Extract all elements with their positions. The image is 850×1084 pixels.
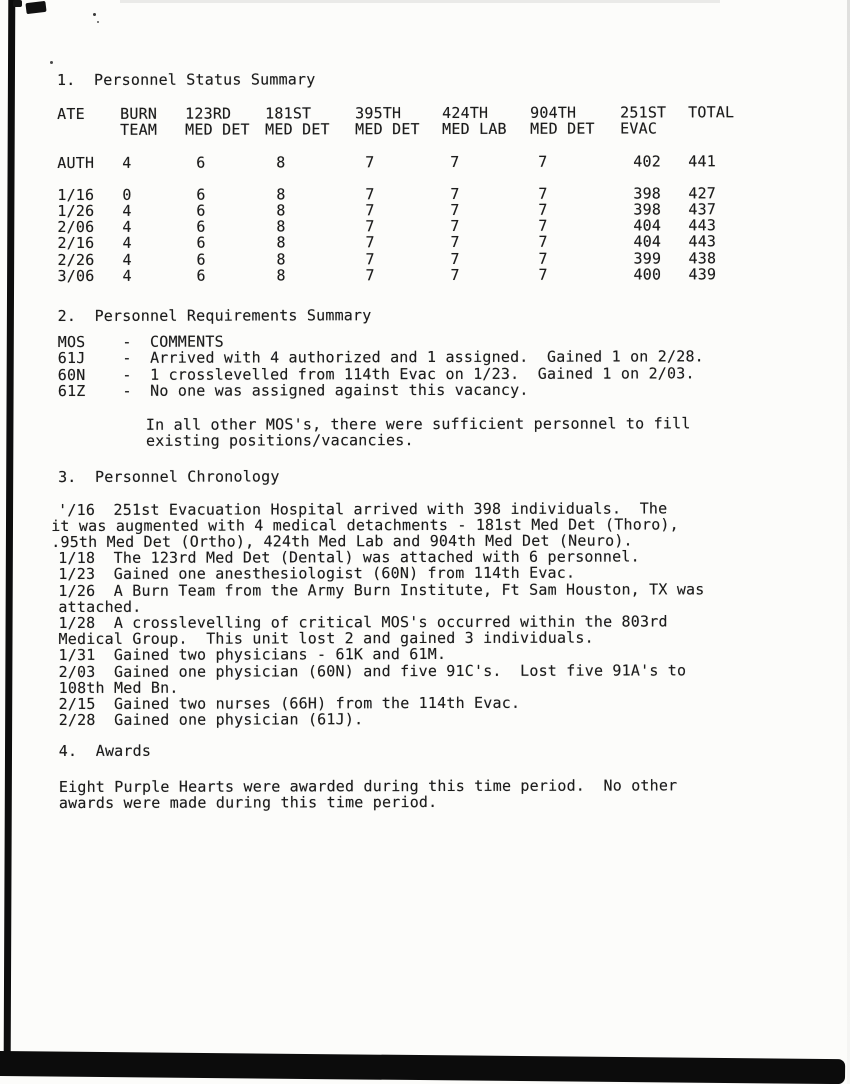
chronology-line: Medical Group. This unit lost 2 and gained 3 individuals. xyxy=(58,628,594,649)
table-cell: 8 xyxy=(276,233,286,252)
table-cell: 7 xyxy=(450,200,460,219)
column-header xyxy=(688,121,747,137)
table-cell: 8 xyxy=(276,201,286,220)
table-cell: 2/26 xyxy=(57,250,95,269)
chronology-line: 1/23 Gained one anesthesiologist (60N) from 114th Evac. xyxy=(58,564,576,584)
scan-speck xyxy=(50,61,53,64)
column-header: 424TH xyxy=(442,104,489,123)
requirements-line: 60N - 1 crosslevelled from 114th Evac on 1/23. Gained 1 on 2/03. xyxy=(57,363,695,384)
table-cell: 4 xyxy=(122,266,132,285)
table-cell: 7 xyxy=(365,233,375,252)
table-cell: 0 xyxy=(122,185,132,204)
column-header: MED LAB xyxy=(442,120,507,139)
scan-corner-mark xyxy=(25,1,46,14)
table-cell: 7 xyxy=(538,216,548,235)
section-1-heading: 1. Personnel Status Summary xyxy=(56,70,316,89)
column-header: TEAM xyxy=(120,121,158,140)
column-header: BURN xyxy=(120,104,158,124)
table-cell: 398 xyxy=(633,200,662,219)
table-cell: 7 xyxy=(538,152,548,171)
scan-bottom-edge-bar xyxy=(0,1051,845,1084)
column-header: EVAC xyxy=(620,119,658,138)
section-2-heading: 2. Personnel Requirements Summary xyxy=(57,306,372,326)
column-header: MED DET xyxy=(185,120,250,140)
table-cell: 3/06 xyxy=(57,266,95,285)
note-line: existing positions/vacancies. xyxy=(145,431,414,451)
table-cell: 7 xyxy=(450,184,460,203)
requirements-list xyxy=(58,332,764,399)
document-content xyxy=(51,70,765,812)
chronology-line: 1/26 A Burn Team from the Army Burn Institute, Ft Sam Houston, TX was xyxy=(58,579,705,600)
section-3-heading: 3. Personnel Chronology xyxy=(58,467,280,487)
table-row-auth xyxy=(57,153,763,171)
table-cell: 7 xyxy=(450,265,460,284)
chronology-line: it was augmented with 4 medical detachments - 181st Med Det (Thoro), xyxy=(51,515,679,535)
table-cell: 398 xyxy=(633,184,662,203)
table-cell: 8 xyxy=(276,250,286,269)
chronology-line: 2/15 Gained two nurses (66H) from the 114th Evac. xyxy=(58,693,521,714)
table-cell: 438 xyxy=(688,248,717,267)
table-cell: 400 xyxy=(633,265,662,284)
chronology-line: 2/28 Gained one physician (61J). xyxy=(58,710,364,730)
column-header: 904TH xyxy=(530,103,577,122)
table-cell: 437 xyxy=(688,200,717,219)
column-header: 181ST xyxy=(265,104,312,123)
column-header: ATE xyxy=(57,105,85,124)
table-cell: 7 xyxy=(365,265,375,285)
table-cell: 404 xyxy=(633,232,662,251)
table-cell: 7 xyxy=(365,184,375,204)
table-cell: 399 xyxy=(633,249,662,268)
chronology-line: 2/03 Gained one physician (60N) and five 91C's. Lost five 91A's to xyxy=(58,661,687,681)
table-cell: 439 xyxy=(688,265,717,284)
table-row xyxy=(58,266,764,284)
table-cell: 8 xyxy=(276,185,286,204)
table-cell: 443 xyxy=(688,232,717,251)
personnel-status-table xyxy=(57,104,763,284)
column-header: MED DET xyxy=(265,120,330,139)
requirements-line: 61Z - No one was assigned against this vacancy. xyxy=(57,380,529,400)
table-cell: 6 xyxy=(196,266,206,285)
table-cell: 1/16 xyxy=(57,185,95,204)
table-cell: 7 xyxy=(450,152,460,171)
table-cell: 7 xyxy=(538,249,548,268)
table-cell: 6 xyxy=(196,217,206,236)
column-header: 251ST xyxy=(620,103,667,122)
table-cell: 7 xyxy=(538,184,548,203)
note-line: In all other MOS's, there were sufficient personnel to fill xyxy=(145,414,691,434)
requirements-line: MOS - COMMENTS xyxy=(57,332,224,352)
table-cell: 4 xyxy=(122,153,132,172)
scan-top-edge-shade xyxy=(120,0,720,3)
table-cell: 404 xyxy=(633,216,662,235)
table-cell: 443 xyxy=(688,216,717,235)
table-cell: 8 xyxy=(276,153,286,172)
column-header xyxy=(57,122,120,138)
table-cell: 7 xyxy=(538,233,548,252)
chronology-line: .95th Med Det (Ortho), 424th Med Lab and 904th Med Det (Neuro). xyxy=(51,531,633,552)
chronology-line: attached. xyxy=(58,597,142,616)
requirements-note xyxy=(58,415,764,449)
chronology-line: 1/31 Gained two physicians - 61K and 61M. xyxy=(58,645,447,665)
chronology-line: 1/28 A crosslevelling of critical MOS's occurred within the 803rd xyxy=(58,612,668,633)
table-cell: 7 xyxy=(450,249,460,268)
column-header: MED DET xyxy=(530,119,595,139)
column-header: TOTAL xyxy=(688,103,735,122)
table-cell: 402 xyxy=(633,152,661,171)
chronology-line: 1/18 The 123rd Med Det (Dental) was attached with 6 personnel. xyxy=(58,547,640,568)
table-cell: 4 xyxy=(122,234,132,253)
table-cell: 7 xyxy=(365,249,375,268)
table-cell: 4 xyxy=(122,218,132,237)
table-cell: 6 xyxy=(196,201,206,220)
requirements-line: 61J - Arrived with 4 authorized and 1 assigned. Gained 1 on 2/28. xyxy=(57,347,704,368)
column-header: 123RD xyxy=(185,104,232,123)
table-cell: 4 xyxy=(122,201,132,220)
scan-speck xyxy=(97,21,99,23)
chronology-line: 108th Med Bn. xyxy=(58,678,179,697)
awards-line: awards were made during this time period. xyxy=(58,792,438,812)
table-cell: 7 xyxy=(450,233,460,252)
table-cell: 7 xyxy=(365,217,375,236)
awards-line: Eight Purple Hearts were awarded during this time period. No other xyxy=(58,776,678,796)
table-cell: 6 xyxy=(196,185,206,204)
table-cell: AUTH xyxy=(57,153,95,172)
scan-left-edge-bar xyxy=(4,0,16,1056)
column-header: MED DET xyxy=(355,120,420,139)
table-cell: 7 xyxy=(365,201,375,220)
section-4-heading: 4. Awards xyxy=(58,741,152,760)
table-cell: 427 xyxy=(688,184,717,203)
table-cell: 7 xyxy=(365,152,375,171)
table-cell: 6 xyxy=(196,153,206,172)
chronology-list xyxy=(51,499,765,730)
table-cell: 8 xyxy=(276,217,286,236)
table-cell: 2/16 xyxy=(57,234,95,253)
table-cell: 8 xyxy=(276,266,286,285)
table-cell: 441 xyxy=(688,151,716,170)
table-cell: 7 xyxy=(538,200,548,219)
column-header: 395TH xyxy=(355,104,402,123)
table-header-row-2 xyxy=(57,121,763,139)
awards-paragraph xyxy=(59,777,765,811)
table-cell: 1/26 xyxy=(57,201,95,221)
table-cell: 4 xyxy=(122,250,132,269)
table-cell: 2/06 xyxy=(57,218,95,237)
chronology-line: '/16 251st Evacuation Hospital arrived with 398 individuals. The xyxy=(58,499,668,519)
table-cell: 7 xyxy=(538,265,548,284)
scan-speck xyxy=(93,13,96,16)
table-cell: 7 xyxy=(450,217,460,236)
scan-corner-mark-small xyxy=(13,0,22,7)
table-cell: 6 xyxy=(196,250,206,269)
table-cell: 6 xyxy=(196,234,206,253)
